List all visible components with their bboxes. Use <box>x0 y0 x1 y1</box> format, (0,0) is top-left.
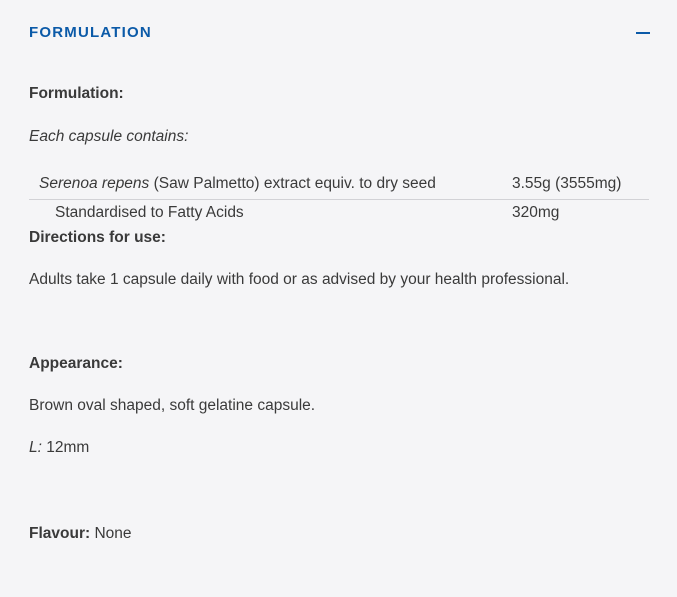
ingredient-name: Standardised to Fatty Acids <box>55 204 244 221</box>
appearance-text: Brown oval shaped, soft gelatine capsule. <box>29 397 316 414</box>
minus-icon <box>636 32 650 34</box>
formulation-intro: Each capsule contains: <box>29 128 189 145</box>
length-label: L: <box>29 439 42 456</box>
flavour-label: Flavour: <box>29 525 91 542</box>
appearance-length <box>29 438 89 458</box>
flavour-value: None <box>90 525 132 542</box>
ingredient-amount: 320mg <box>512 204 560 221</box>
directions-heading: Directions for use: <box>29 229 166 246</box>
flavour-line <box>29 524 132 544</box>
ingredient-common-name: (Saw Palmetto) extract equiv. to dry seed <box>149 175 436 192</box>
ingredient-row <box>29 200 649 226</box>
ingredient-row <box>29 172 649 200</box>
length-value: 12mm <box>41 439 90 456</box>
formulation-heading: Formulation: <box>29 85 124 102</box>
collapse-button[interactable] <box>635 24 651 42</box>
directions-text: Adults take 1 capsule daily with food or as advised by your health professional. <box>29 271 570 288</box>
accordion-title: FORMULATION <box>29 24 152 41</box>
accordion-header[interactable] <box>29 24 651 44</box>
appearance-heading: Appearance: <box>29 355 123 372</box>
ingredient-amount: 3.55g (3555mg) <box>512 175 622 192</box>
ingredient-latin-name: Serenoa repens <box>39 175 150 192</box>
ingredient-name <box>39 174 436 194</box>
